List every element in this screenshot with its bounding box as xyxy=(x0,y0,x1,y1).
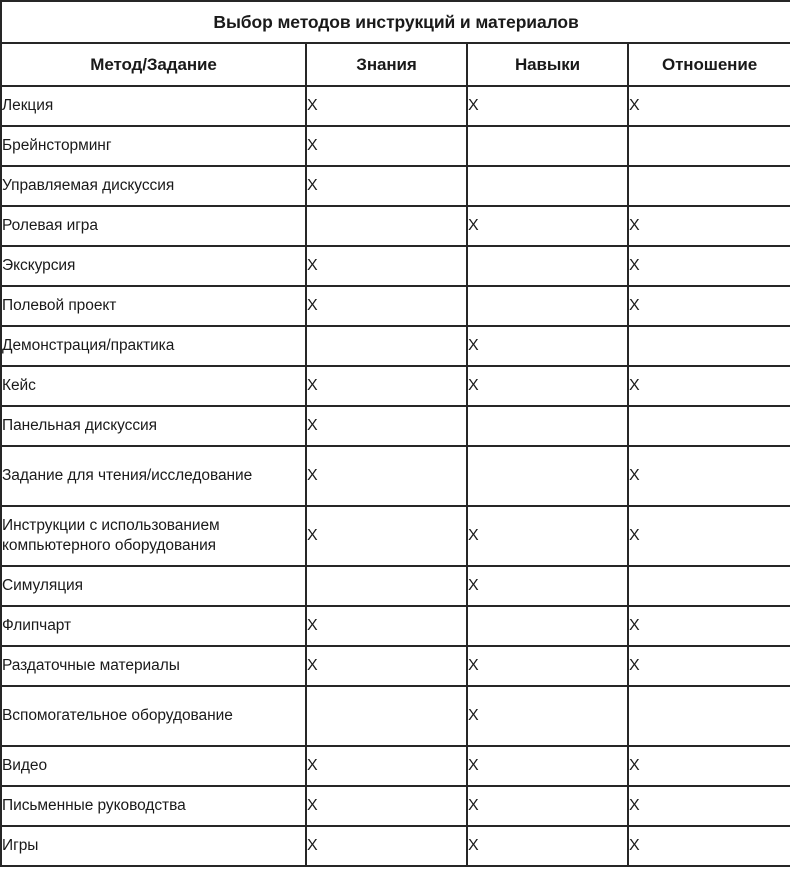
check-mark-x: X xyxy=(307,467,318,484)
cell-attitude xyxy=(628,286,790,326)
cell-skills xyxy=(467,126,628,166)
cell-attitude xyxy=(628,206,790,246)
cell-skills xyxy=(467,206,628,246)
cell-skills xyxy=(467,606,628,646)
check-mark-x: X xyxy=(307,417,318,434)
check-mark-x: X xyxy=(468,707,479,724)
cell-attitude xyxy=(628,606,790,646)
cell-knowledge xyxy=(306,646,467,686)
cell-attitude xyxy=(628,686,790,746)
check-mark-x: X xyxy=(307,657,318,674)
method-label: Письменные руководства xyxy=(1,786,306,826)
check-mark-x: X xyxy=(307,177,318,194)
check-mark-x: X xyxy=(307,837,318,854)
check-mark-x: X xyxy=(629,797,640,814)
cell-knowledge xyxy=(306,566,467,606)
check-mark-x: X xyxy=(307,617,318,634)
table-row xyxy=(1,406,790,446)
table-row xyxy=(1,326,790,366)
cell-skills xyxy=(467,366,628,406)
method-label: Лекция xyxy=(1,86,306,126)
check-mark-x: X xyxy=(307,797,318,814)
column-header-skills: Навыки xyxy=(467,43,628,86)
table-row xyxy=(1,206,790,246)
method-label: Ролевая игра xyxy=(1,206,306,246)
table-row xyxy=(1,86,790,126)
cell-attitude xyxy=(628,646,790,686)
cell-skills xyxy=(467,826,628,866)
check-mark-x: X xyxy=(307,527,318,544)
cell-knowledge xyxy=(306,686,467,746)
cell-knowledge xyxy=(306,746,467,786)
cell-skills xyxy=(467,566,628,606)
table-row xyxy=(1,566,790,606)
method-label: Задание для чтения/исследование xyxy=(1,446,306,506)
column-header-row xyxy=(1,43,790,86)
check-mark-x: X xyxy=(468,97,479,114)
table-row xyxy=(1,126,790,166)
cell-knowledge xyxy=(306,506,467,566)
check-mark-x: X xyxy=(629,297,640,314)
check-mark-x: X xyxy=(629,257,640,274)
cell-knowledge xyxy=(306,366,467,406)
check-mark-x: X xyxy=(468,657,479,674)
method-label: Брейнсторминг xyxy=(1,126,306,166)
check-mark-x: X xyxy=(307,377,318,394)
method-label: Панельная дискуссия xyxy=(1,406,306,446)
check-mark-x: X xyxy=(468,337,479,354)
cell-attitude xyxy=(628,246,790,286)
check-mark-x: X xyxy=(468,577,479,594)
cell-knowledge xyxy=(306,246,467,286)
check-mark-x: X xyxy=(629,217,640,234)
title-row xyxy=(1,1,790,43)
table-row xyxy=(1,286,790,326)
check-mark-x: X xyxy=(468,217,479,234)
cell-knowledge xyxy=(306,206,467,246)
table-body xyxy=(1,86,790,866)
cell-attitude xyxy=(628,446,790,506)
table-row xyxy=(1,506,790,566)
method-label: Раздаточные материалы xyxy=(1,646,306,686)
table-row xyxy=(1,826,790,866)
cell-knowledge xyxy=(306,86,467,126)
cell-skills xyxy=(467,786,628,826)
check-mark-x: X xyxy=(307,757,318,774)
column-header-attitude: Отношение xyxy=(628,43,790,86)
cell-skills xyxy=(467,286,628,326)
check-mark-x: X xyxy=(629,757,640,774)
check-mark-x: X xyxy=(629,657,640,674)
cell-attitude xyxy=(628,506,790,566)
table-row xyxy=(1,606,790,646)
cell-knowledge xyxy=(306,786,467,826)
cell-knowledge xyxy=(306,326,467,366)
method-label: Экскурсия xyxy=(1,246,306,286)
cell-skills xyxy=(467,166,628,206)
cell-skills xyxy=(467,446,628,506)
cell-knowledge xyxy=(306,166,467,206)
table-head xyxy=(1,1,790,86)
method-label: Кейс xyxy=(1,366,306,406)
method-label: Флипчарт xyxy=(1,606,306,646)
check-mark-x: X xyxy=(307,97,318,114)
cell-attitude xyxy=(628,166,790,206)
check-mark-x: X xyxy=(307,257,318,274)
cell-skills xyxy=(467,686,628,746)
check-mark-x: X xyxy=(307,137,318,154)
table-row xyxy=(1,166,790,206)
cell-knowledge xyxy=(306,606,467,646)
cell-attitude xyxy=(628,326,790,366)
method-label: Управляемая дискуссия xyxy=(1,166,306,206)
check-mark-x: X xyxy=(629,467,640,484)
cell-skills xyxy=(467,86,628,126)
cell-knowledge xyxy=(306,446,467,506)
cell-attitude xyxy=(628,406,790,446)
cell-skills xyxy=(467,406,628,446)
cell-attitude xyxy=(628,786,790,826)
cell-attitude xyxy=(628,566,790,606)
check-mark-x: X xyxy=(468,527,479,544)
table-row xyxy=(1,686,790,746)
method-label: Демонстрация/практика xyxy=(1,326,306,366)
check-mark-x: X xyxy=(629,617,640,634)
check-mark-x: X xyxy=(307,297,318,314)
check-mark-x: X xyxy=(629,837,640,854)
table-row xyxy=(1,786,790,826)
check-mark-x: X xyxy=(468,837,479,854)
method-label: Игры xyxy=(1,826,306,866)
cell-skills xyxy=(467,646,628,686)
method-label: Симуляция xyxy=(1,566,306,606)
table-row xyxy=(1,366,790,406)
cell-skills xyxy=(467,326,628,366)
cell-skills xyxy=(467,746,628,786)
cell-attitude xyxy=(628,86,790,126)
cell-skills xyxy=(467,506,628,566)
method-label: Полевой проект xyxy=(1,286,306,326)
cell-attitude xyxy=(628,126,790,166)
table-row xyxy=(1,646,790,686)
cell-knowledge xyxy=(306,826,467,866)
cell-attitude xyxy=(628,826,790,866)
check-mark-x: X xyxy=(468,797,479,814)
check-mark-x: X xyxy=(629,527,640,544)
method-label: Вспомогательное оборудование xyxy=(1,686,306,746)
method-label: Инструкции с использованием компьютерного оборудования xyxy=(1,506,306,566)
cell-attitude xyxy=(628,366,790,406)
column-header-method: Метод/Задание xyxy=(1,43,306,86)
check-mark-x: X xyxy=(468,377,479,394)
column-header-knowledge: Знания xyxy=(306,43,467,86)
table-row xyxy=(1,446,790,506)
table-title: Выбор методов инструкций и материалов xyxy=(1,1,790,43)
cell-knowledge xyxy=(306,286,467,326)
cell-knowledge xyxy=(306,406,467,446)
cell-knowledge xyxy=(306,126,467,166)
check-mark-x: X xyxy=(629,377,640,394)
table-row xyxy=(1,246,790,286)
cell-attitude xyxy=(628,746,790,786)
table-row xyxy=(1,746,790,786)
check-mark-x: X xyxy=(629,97,640,114)
cell-skills xyxy=(467,246,628,286)
method-label: Видео xyxy=(1,746,306,786)
check-mark-x: X xyxy=(468,757,479,774)
